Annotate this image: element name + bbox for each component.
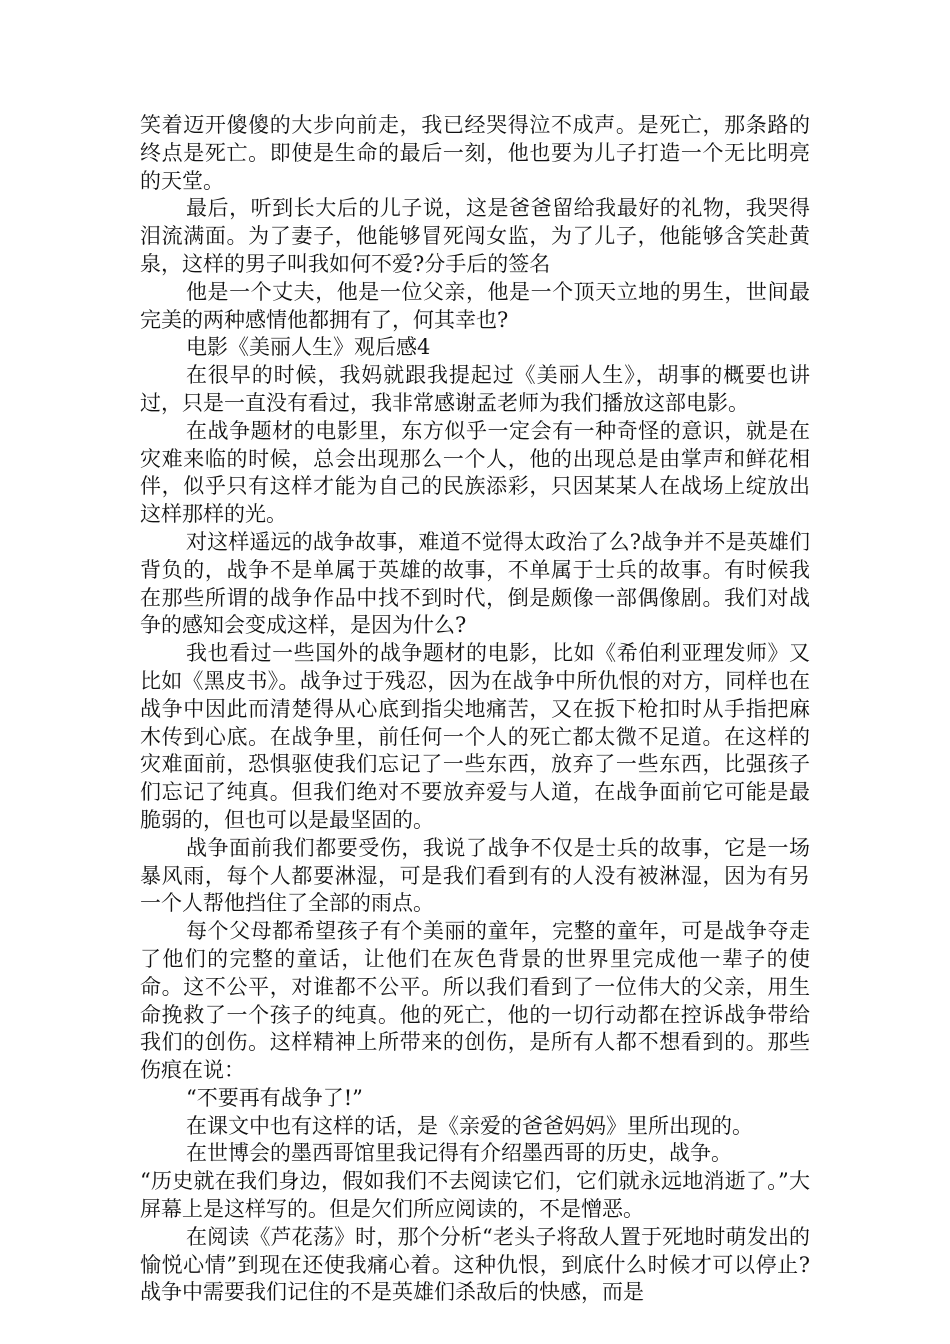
quote-line: “不要再有战争了!” [186, 1085, 363, 1110]
body-text [140, 112, 810, 1307]
paragraph: 对这样遥远的战争故事，难道不觉得太政治了么?战争并不是英雄们背负的，战争不是单属于英雄的故事，不单属于士兵的故事。有时候我在那些所谓的战争作品中找不到时代，倒是颇像一部偶像剧。我们对战争的感知会变成这样，是因为什么? [140, 529, 810, 638]
paragraph: 每个父母都希望孩子有个美丽的童年，完整的童年，可是战争夺走了他们的完整的童话，让他们在灰色背景的世界里完成他一辈子的使命。这不公平，对谁都不公平。所以我们看到了一位伟大的父亲，用生命挽救了一个孩子的纯真。他的死亡，他的一切行动都在控诉战争带给我们的创伤。这样精神上所带来的创伤，是所有人都不想看到的。那些伤痕在说： [140, 919, 810, 1083]
paragraph: 在很早的时候，我妈就跟我提起过《美丽人生》，胡事的概要也讲过，只是一直没有看过，我非常感谢孟老师为我们播放这部电影。 [140, 363, 810, 415]
paragraph: 战争面前我们都要受伤，我说了战争不仅是士兵的故事，它是一场暴风雨，每个人都要淋湿，可是我们看到有的人没有被淋湿，因为有另一个人帮他挡住了全部的雨点。 [140, 835, 810, 916]
paragraph: 在世博会的墨西哥馆里我记得有介绍墨西哥的历史，战争。 [186, 1141, 732, 1166]
paragraph: “历史就在我们身边，假如我们不去阅读它们，它们就永远地消逝了。”大屏幕上是这样写的。但是欠们所应阅读的，不是憎恶。 [140, 1169, 810, 1222]
paragraph: 最后，听到长大后的儿子说，这是爸爸留给我最好的礼物，我哭得泪流满面。为了妻子，他能够冒死闯女监，为了儿子，他能够含笑赴黄泉，这样的男子叫我如何不爱?分手后的签名 [140, 196, 810, 276]
paragraph: 在战争题材的电影里，东方似乎一定会有一种奇怪的意识，就是在灾难来临的时候，总会出现那么一个人，他的出现总是由掌声和鲜花相伴，似乎只有这样才能为自己的民族添彩，只因某某人在战场上绽放出这样那样的光。 [140, 418, 810, 527]
paragraph: 在课文中也有这样的话，是《亲爱的爸爸妈妈》里所出现的。 [186, 1113, 753, 1138]
paragraph: 我也看过一些国外的战争题材的电影，比如《希伯利亚理发师》又比如《黑皮书》。战争过于残忍，因为在战争中所仇恨的对方，同样也在战争中因此而清楚得从心底到指尖地痛苦，又在扳下枪扣时从手指把麻木传到心底。在战争里，前任何一个人的死亡都太微不足道。在这样的灾难面前，恐惧驱使我们忘记了一些东西，放弃了一些东西，比强孩子们忘记了纯真。但我们绝对不要放弃爱与人道，在战争面前它可能是最脆弱的，但也可以是最坚固的。 [140, 641, 810, 832]
section-heading: 电影《美丽人生》观后感4 [186, 335, 431, 360]
paragraph: 笑着迈开傻傻的大步向前走，我已经哭得泣不成声。是死亡，那条路的终点是死亡。即使是生命的最后一刻，他也要为儿子打造一个无比明亮的天堂。 [140, 113, 810, 193]
paragraph: 他是一个丈夫，他是一位父亲，他是一个顶天立地的男生，世间最完美的两种感情他都拥有了，何其幸也? [140, 279, 810, 332]
paragraph: 在阅读《芦花荡》时，那个分析“老头子将敌人置于死地时萌发出的愉悦心情”到现在还使我痛心着。这种仇恨，到底什么时候才可以停止?战争中需要我们记住的不是英雄们杀敌后的快感，而是 [140, 1224, 810, 1305]
